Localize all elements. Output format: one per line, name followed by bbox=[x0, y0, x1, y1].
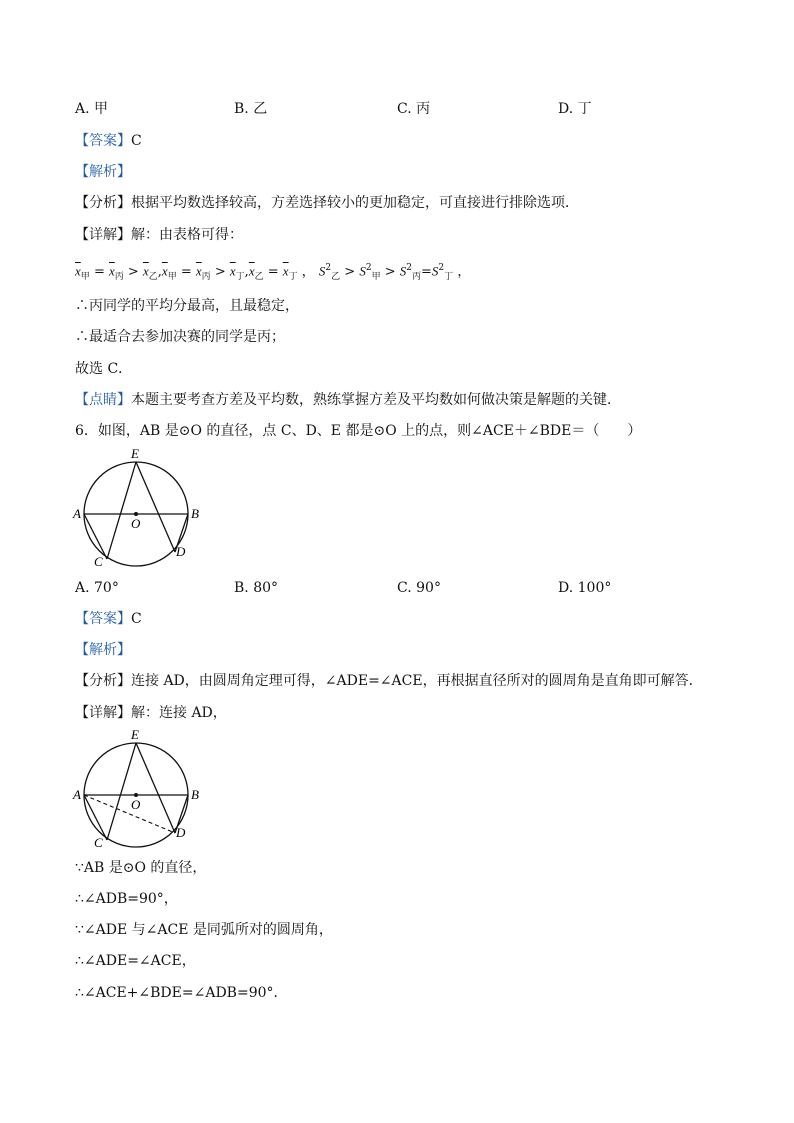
q6-proof-line-2: ∴∠ADB=90°， bbox=[75, 891, 178, 907]
label-c: C bbox=[94, 554, 103, 569]
circle-diagram-1 bbox=[70, 444, 210, 572]
label-b: B bbox=[191, 787, 199, 802]
q6-proof-line-5: ∴∠ACE+∠BDE=∠ADB=90°． bbox=[75, 985, 288, 1001]
q6-answer: 【答案】C bbox=[75, 611, 142, 627]
q5-step1: ∴丙同学的平均分最高，且最稳定， bbox=[75, 298, 299, 314]
q5-option-b: B. 乙 bbox=[234, 101, 268, 117]
q6-option-c: C. 90° bbox=[397, 580, 441, 596]
circle-diagram-2 bbox=[70, 725, 210, 853]
q6-proof-line-1: ∵AB 是⊙O 的直径， bbox=[75, 860, 207, 876]
label-d: D bbox=[176, 825, 186, 840]
label-b: B bbox=[191, 506, 199, 521]
label-d: D bbox=[176, 544, 186, 559]
q5-detail: 【详解】解：由表格可得： bbox=[75, 227, 243, 243]
q5-jiexi-heading: 【解析】 bbox=[75, 164, 131, 180]
label-e: E bbox=[131, 727, 139, 742]
label-o: O bbox=[131, 516, 141, 531]
q5-step2: ∴最适合去参加决赛的同学是丙； bbox=[75, 329, 285, 345]
q5-formula: $\overline{x}_甲 = \overline{x}_丙 > \overline{x}_乙,\overline{x}_甲 = \overline{x}_丙 > \overline{x}_丁,\overline{x}_乙 = \overline{x}_丁$ ， $S^2_乙 > S^2_甲 > S^2_丙=S^2_丁$ ， bbox=[75, 263, 471, 282]
q5-analysis: 【分析】根据平均数选择较高，方差选择较小的更加稳定，可直接进行排除选项． bbox=[75, 195, 579, 211]
q6-proof-line-3: ∵∠ADE 与∠ACE 是同弧所对的圆周角， bbox=[75, 922, 333, 938]
q5-key-point: 【点睛】本题主要考查方差及平均数，熟练掌握方差及平均数如何做决策是解题的关键． bbox=[75, 392, 621, 408]
q6-jiexi-heading: 【解析】 bbox=[75, 642, 131, 658]
label-a: A bbox=[73, 506, 81, 521]
q5-option-a: A. 甲 bbox=[75, 101, 109, 117]
q6-option-a: A. 70° bbox=[75, 580, 119, 596]
q6-detail: 【详解】解：连接 AD， bbox=[75, 705, 227, 721]
q5-answer: 【答案】C bbox=[75, 133, 142, 149]
q5-option-d: D. 丁 bbox=[558, 101, 592, 117]
q6-stem: 6．如图，AB 是⊙O 的直径，点 C、D、E 都是⊙O 上的点，则∠ACE＋∠BDE＝（ ） bbox=[75, 423, 642, 439]
q6-option-b: B. 80° bbox=[234, 580, 279, 596]
label-a: A bbox=[73, 787, 81, 802]
label-c: C bbox=[94, 835, 103, 850]
q5-step3: 故选 C． bbox=[75, 361, 133, 377]
q5-option-c: C. 丙 bbox=[397, 101, 431, 117]
label-o: O bbox=[131, 797, 141, 812]
q6-proof-line-4: ∴∠ADE=∠ACE， bbox=[75, 953, 196, 969]
q6-option-d: D. 100° bbox=[558, 580, 612, 596]
label-e: E bbox=[131, 446, 139, 461]
q6-analysis: 【分析】连接 AD，由圆周角定理可得，∠ADE=∠ACE，再根据直径所对的圆周角是直角即可解答． bbox=[75, 673, 703, 689]
